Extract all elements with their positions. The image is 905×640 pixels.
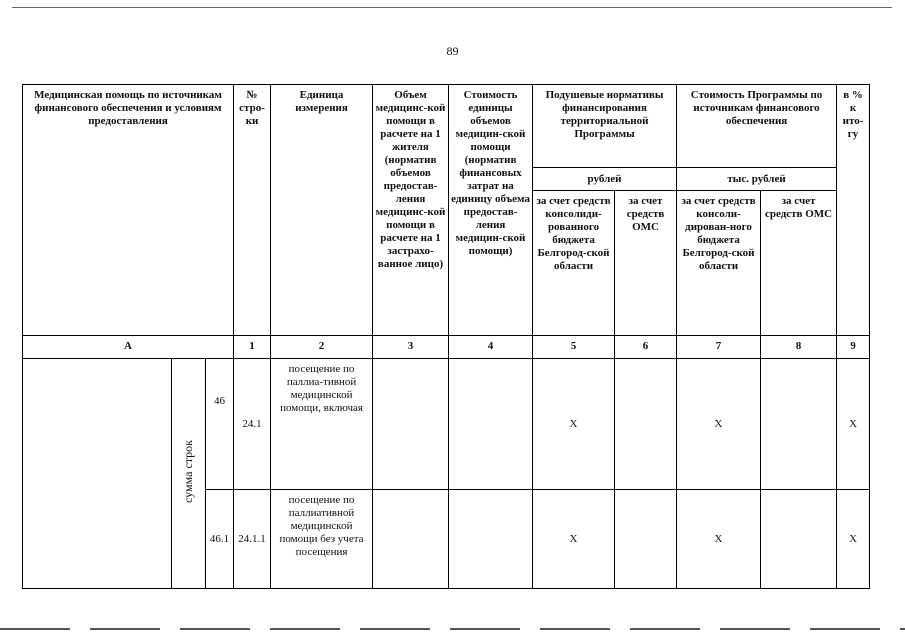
index-col-a: А: [23, 336, 234, 359]
row-col-7: X: [677, 490, 761, 589]
row-col-5: X: [533, 359, 615, 490]
sum-of-rows-cell: [172, 359, 206, 589]
row-ref: 46.1: [206, 490, 234, 589]
bottom-scan-noise: [0, 628, 905, 630]
program-cost-table: [22, 84, 870, 589]
top-scan-line: [12, 7, 892, 8]
row-col-9: X: [837, 490, 870, 589]
column-index-row: [23, 336, 870, 359]
row-col-3: [373, 359, 449, 490]
row-col-4: [449, 490, 533, 589]
header-col-1: № стро-ки: [234, 85, 271, 336]
row-col-3: [373, 490, 449, 589]
row-col-4: [449, 359, 533, 490]
index-col-1: 1: [234, 336, 271, 359]
row-line-number: 24.1: [234, 359, 271, 490]
row-ref: 46: [206, 359, 234, 490]
table-row: [23, 359, 870, 490]
index-col-9: 9: [837, 336, 870, 359]
row-col-7: X: [677, 359, 761, 490]
header-thousand-rubles-unit: тыс. рублей: [677, 168, 837, 191]
header-col-8: за счет средств ОМС: [761, 191, 837, 336]
index-col-3: 3: [373, 336, 449, 359]
header-col-6: за счет средств ОМС: [615, 191, 677, 336]
header-per-capita-group: Подушевые нормативы финансирования территориальной Программы: [533, 85, 677, 168]
row-line-number: 24.1.1: [234, 490, 271, 589]
header-col-9: в % к ито-гу: [837, 85, 870, 336]
index-col-8: 8: [761, 336, 837, 359]
index-col-4: 4: [449, 336, 533, 359]
row-unit: посещение по паллиативной медицинской помощи без учета посещения: [271, 490, 373, 589]
index-col-2: 2: [271, 336, 373, 359]
header-col-3: Объем медицинс-кой помощи в расчете на 1 жителя (норматив объемов предостав-ления медицинс-кой помощи в расчете на 1 застрахо-ванное лицо): [373, 85, 449, 336]
header-col-5: за счет средств консолиди-рованного бюджета Белгород-ской области: [533, 191, 615, 336]
index-col-5: 5: [533, 336, 615, 359]
row-col-8: [761, 359, 837, 490]
row-col-8: [761, 490, 837, 589]
row-col-5: X: [533, 490, 615, 589]
header-col-2: Единица измерения: [271, 85, 373, 336]
header-rubles-unit: рублей: [533, 168, 677, 191]
header-program-cost-group: Стоимость Программы по источникам финансового обеспечения: [677, 85, 837, 168]
row-col-9: X: [837, 359, 870, 490]
header-col-7: за счет средств консоли-дирован-ного бюджета Белгород-ской области: [677, 191, 761, 336]
index-col-6: 6: [615, 336, 677, 359]
header-col-a: Медицинская помощь по источникам финансового обеспечения и условиям предоставления: [23, 85, 234, 336]
index-col-7: 7: [677, 336, 761, 359]
row-col-6: [615, 490, 677, 589]
sum-of-rows-label: сумма строк: [181, 440, 195, 503]
row-unit: посещение по паллиа-тивной медицинской помощи, включая: [271, 359, 373, 490]
row-group-label-cell: [23, 359, 172, 589]
row-col-6: [615, 359, 677, 490]
page-number: 89: [446, 44, 459, 58]
header-row-1: [23, 85, 870, 168]
header-col-4: Стоимость единицы объемов медицин-ской помощи (норматив финансовых затрат на единицу объема предостав-ления медицин-ской помощи): [449, 85, 533, 336]
